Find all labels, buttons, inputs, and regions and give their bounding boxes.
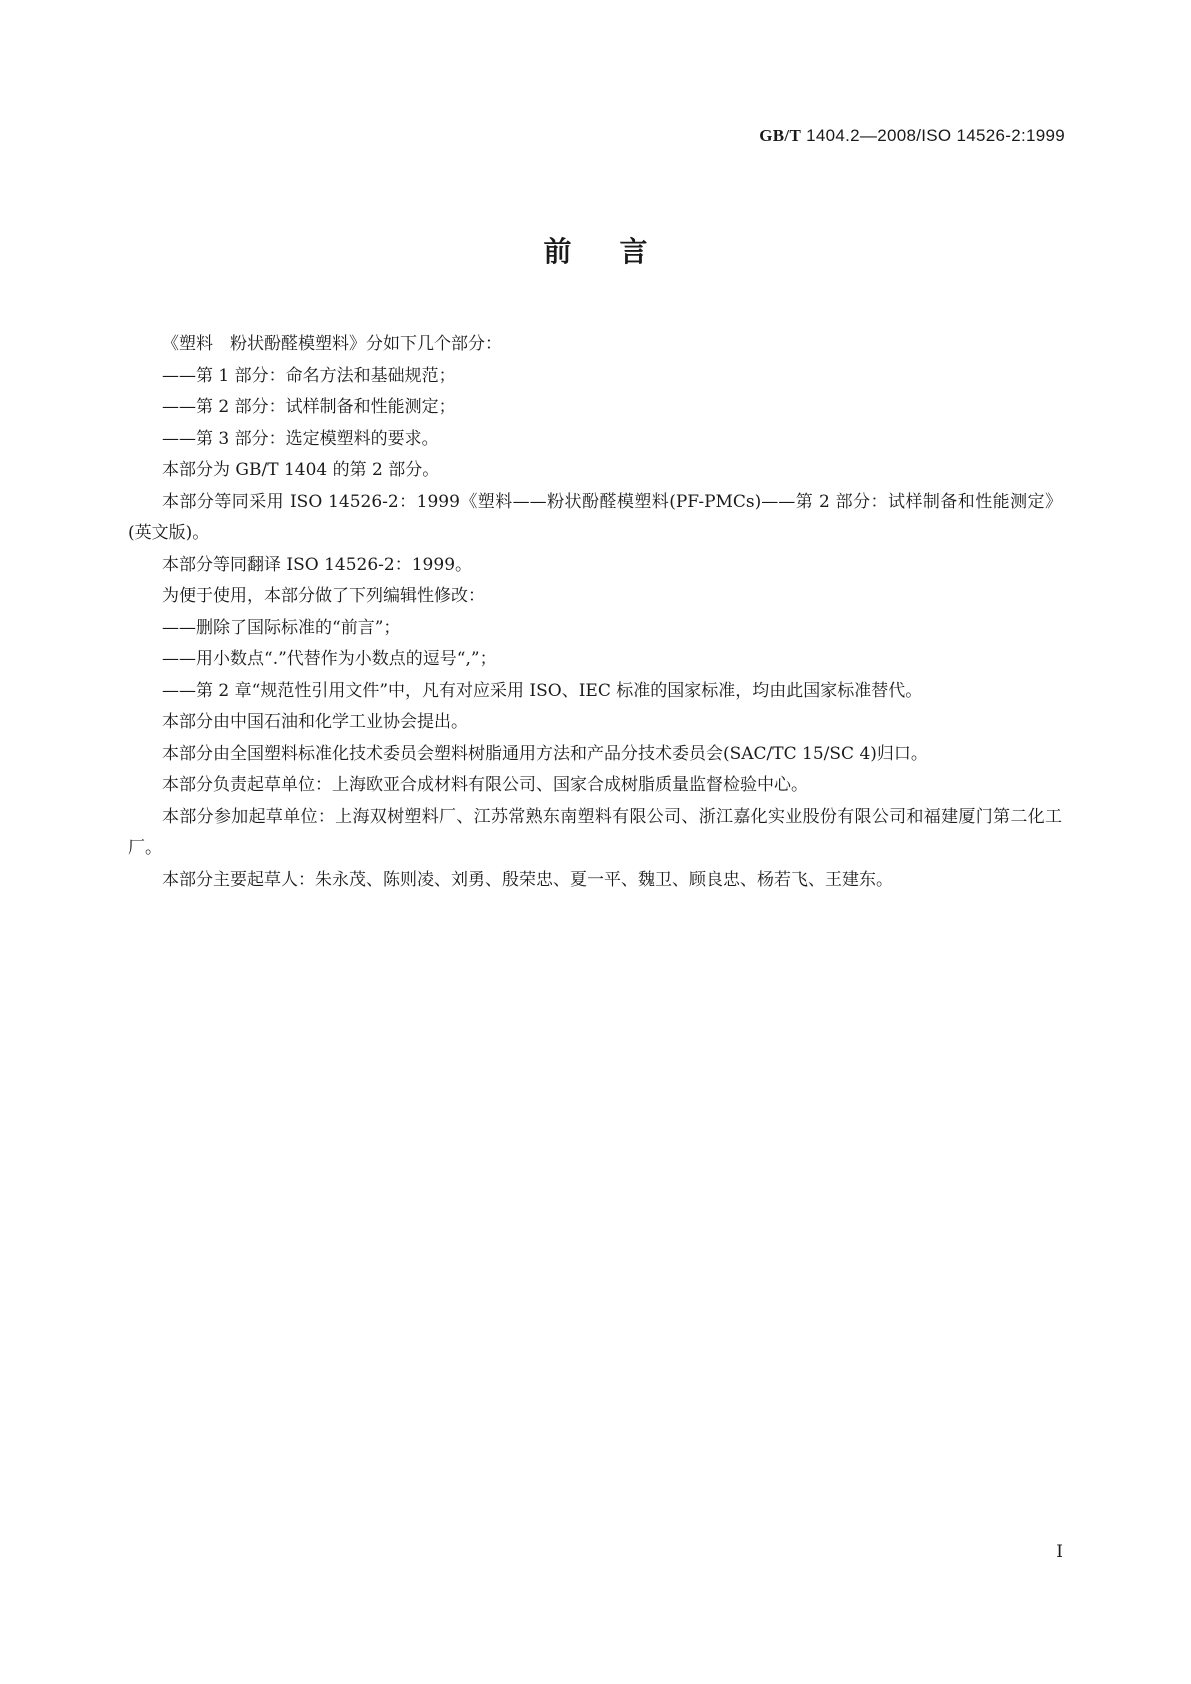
paragraph-participating-units: 本部分参加起草单位：上海双树塑料厂、江苏常熟东南塑料有限公司、浙江嘉化实业股份有限公司和福建厦门第二化工厂。 (128, 806, 1062, 858)
paragraph-adoption: 本部分等同采用 ISO 14526-2：1999《塑料——粉状酚醛模塑料(PF-PMCs)——第 2 部分：试样制备和性能测定》(英文版)。 (128, 491, 1062, 543)
paragraph-edits-intro: 为便于使用，本部分做了下列编辑性修改： (162, 586, 485, 606)
standard-prefix: GB/T (759, 126, 802, 145)
standard-number: 1404.2—2008/ISO 14526-2:1999 (801, 126, 1065, 145)
list-item-part-3: ——第 3 部分：选定模塑料的要求。 (162, 428, 439, 449)
page-title: 前言 (543, 235, 696, 268)
paragraph-part-of: 本部分为 GB/T 1404 的第 2 部分。 (162, 460, 440, 480)
standard-code (759, 126, 1065, 146)
paragraph-parts-intro: 《塑料 粉状酚醛模塑料》分如下几个部分： (162, 334, 502, 354)
paragraph-proposed-by: 本部分由中国石油和化学工业协会提出。 (162, 712, 468, 732)
list-item-part-2: ——第 2 部分：试样制备和性能测定； (162, 397, 456, 417)
list-item-part-1: ——第 1 部分：命名方法和基础规范； (162, 365, 456, 386)
list-item-edit-1: ——删除了国际标准的“前言”； (162, 617, 401, 638)
paragraph-centralized-by: 本部分由全国塑料标准化技术委员会塑料树脂通用方法和产品分技术委员会(SAC/TC 15/SC 4)归口。 (162, 743, 928, 764)
paragraph-drafters: 本部分主要起草人：朱永茂、陈则凌、刘勇、殷荣忠、夏一平、魏卫、顾良忠、杨若飞、王建东。 (162, 869, 893, 890)
document-body (128, 329, 1062, 896)
paragraph-drafting-units: 本部分负责起草单位：上海欧亚合成材料有限公司、国家合成树脂质量监督检验中心。 (162, 775, 808, 795)
page-number: I (1056, 1542, 1063, 1562)
list-item-edit-2: ——用小数点“.”代替作为小数点的逗号“,”； (162, 649, 497, 669)
list-item-edit-3: ——第 2 章“规范性引用文件”中，凡有对应采用 ISO、IEC 标准的国家标准，均由此国家标准替代。 (162, 680, 923, 701)
paragraph-translation: 本部分等同翻译 ISO 14526-2：1999。 (162, 554, 473, 575)
